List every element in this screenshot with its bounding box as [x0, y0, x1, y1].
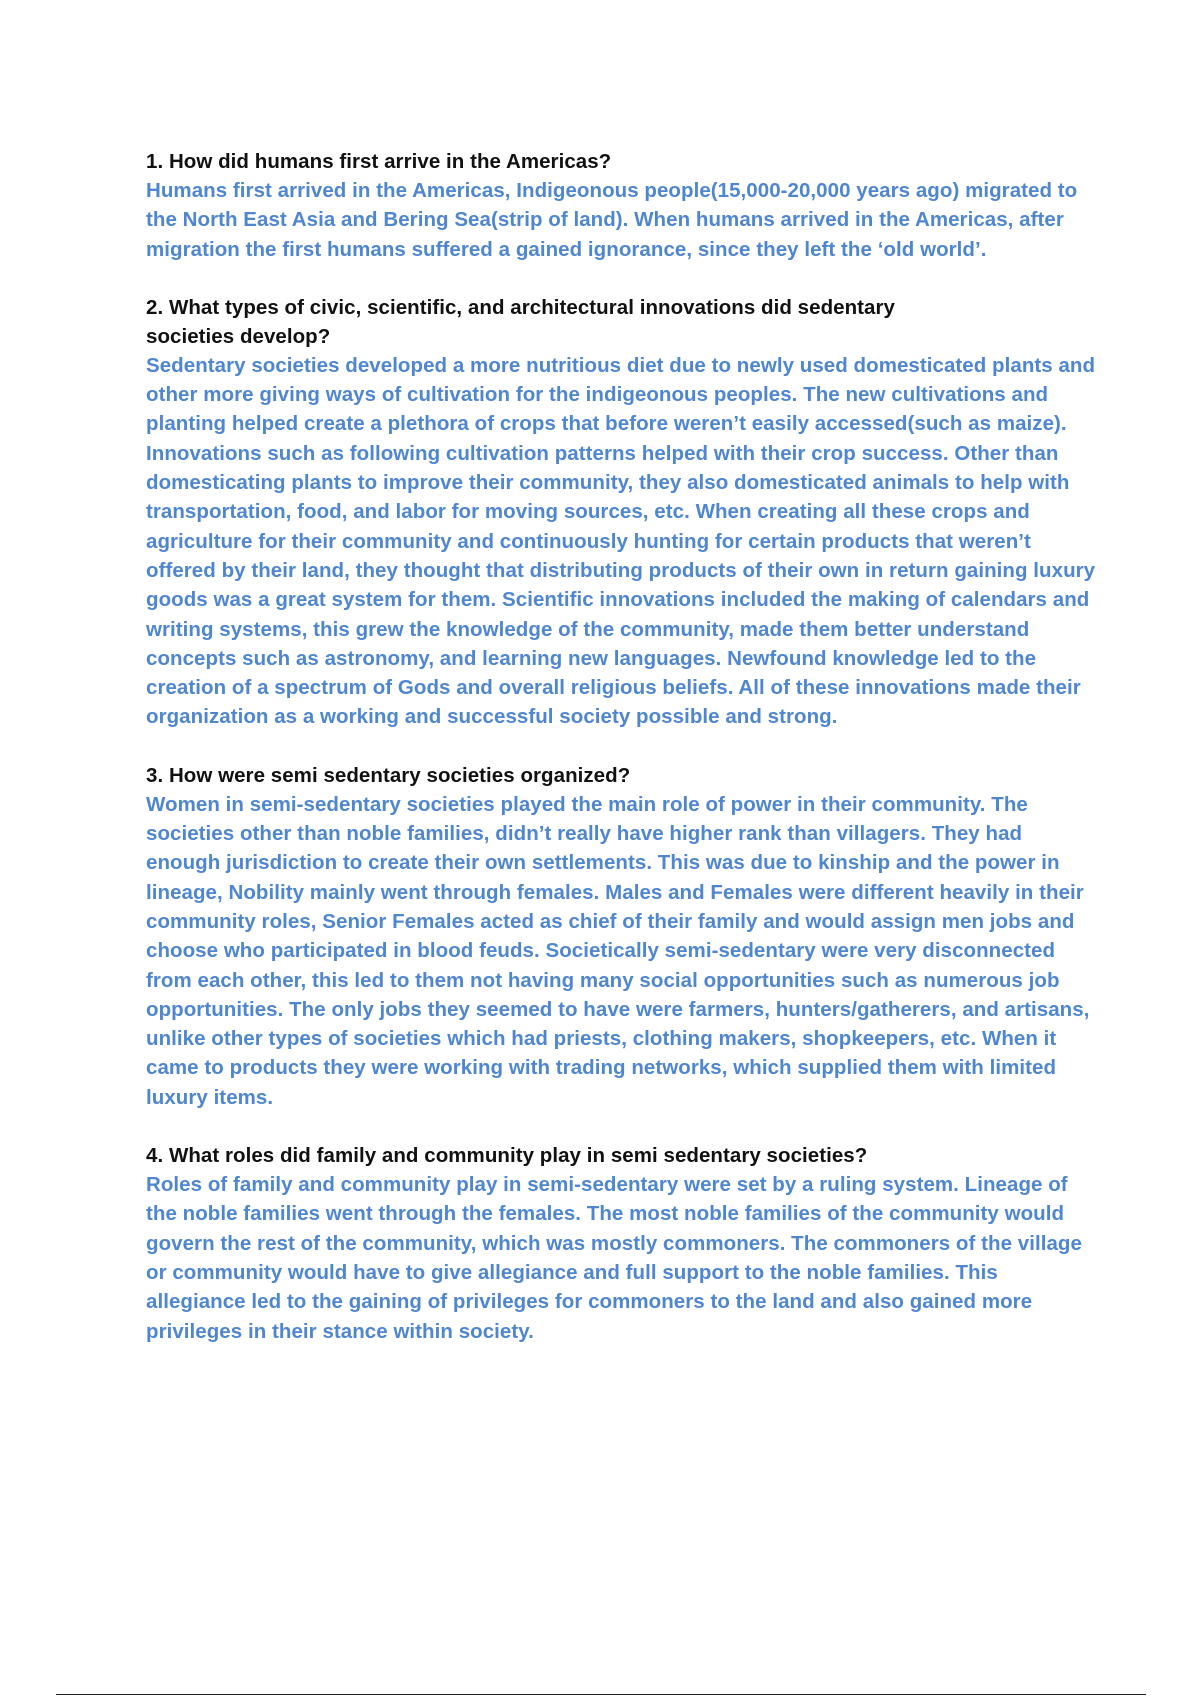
qa-section-1 [146, 147, 1096, 264]
document-body [146, 147, 1096, 1375]
page-bottom-rule [56, 1694, 1146, 1695]
qa-section-2 [146, 293, 1096, 732]
answer-2: Sedentary societies developed a more nutritious diet due to newly used domesticated plants and other more giving ways of cultivation for the indigeonous peoples. The new cultivations and planting helped create a plethora of crops that before weren’t easily accessed(such as maize). Innovations such as following cultivation patterns helped with their crop success. Other than domesticating plants to improve their community, they also domesticated animals to help with transportation, food, and labor for moving sources, etc. When creating all these crops and agriculture for their community and continuously hunting for certain products that weren’t offered by their land, they thought that distributing products of their own in return gaining luxury goods was a great system for them. Scientific innovations included the making of calendars and writing systems, this grew the knowledge of the community, made them better understand concepts such as astronomy, and learning new languages. Newfound knowledge led to the creation of a spectrum of Gods and overall religious beliefs. All of these innovations made their organization as a working and successful society possible and strong. [146, 353, 1096, 729]
qa-section-3 [146, 761, 1096, 1112]
question-3: 3. How were semi sedentary societies organized? [146, 763, 631, 787]
question-1: 1. How did humans first arrive in the Americas? [146, 150, 612, 173]
question-4: 4. What roles did family and community play in semi sedentary societies? [146, 1144, 868, 1168]
answer-3: Women in semi-sedentary societies played the main role of power in their community. The societies other than noble families, didn’t really have higher rank than villagers. They had enough jurisdiction to create their own settlements. This was due to kinship and the power in lineage, Nobility mainly went through females. Males and Females were different heavily in their community roles, Senior Females acted as chief of their family and would assign men jobs and choose who participated in blood feuds. Societically semi-sedentary were very disconnected from each other, this led to them not having many social opportunities such as numerous job opportunities. The only jobs they seemed to have were farmers, hunters/gatherers, and artisans, unlike other types of societies which had priests, clothing makers, shopkeepers, etc. When it came to products they were working with trading networks, which supplied them with limited luxury items. [146, 792, 1090, 1109]
qa-section-4 [146, 1141, 1096, 1346]
answer-1: Humans first arrived in the Americas, Indigeonous people(15,000-20,000 years ago) migrated to the North East Asia and Bering Sea(strip of land). When humans arrived in the Americas, after migration the first humans suffered a gained ignorance, since they left the ‘old world’. [146, 179, 1078, 261]
answer-4: Roles of family and community play in semi-sedentary were set by a ruling system. Lineage of the noble families went through the females. The most noble families of the community would govern the rest of the community, which was mostly commoners. The commoners of the village or community would have to give allegiance and full support to the noble families. This allegiance led to the gaining of privileges for commoners to the land and also gained more privileges in their stance within society. [146, 1173, 1082, 1343]
question-2: 2. What types of civic, scientific, and architectural innovations did sedentary societies develop? [146, 295, 895, 348]
